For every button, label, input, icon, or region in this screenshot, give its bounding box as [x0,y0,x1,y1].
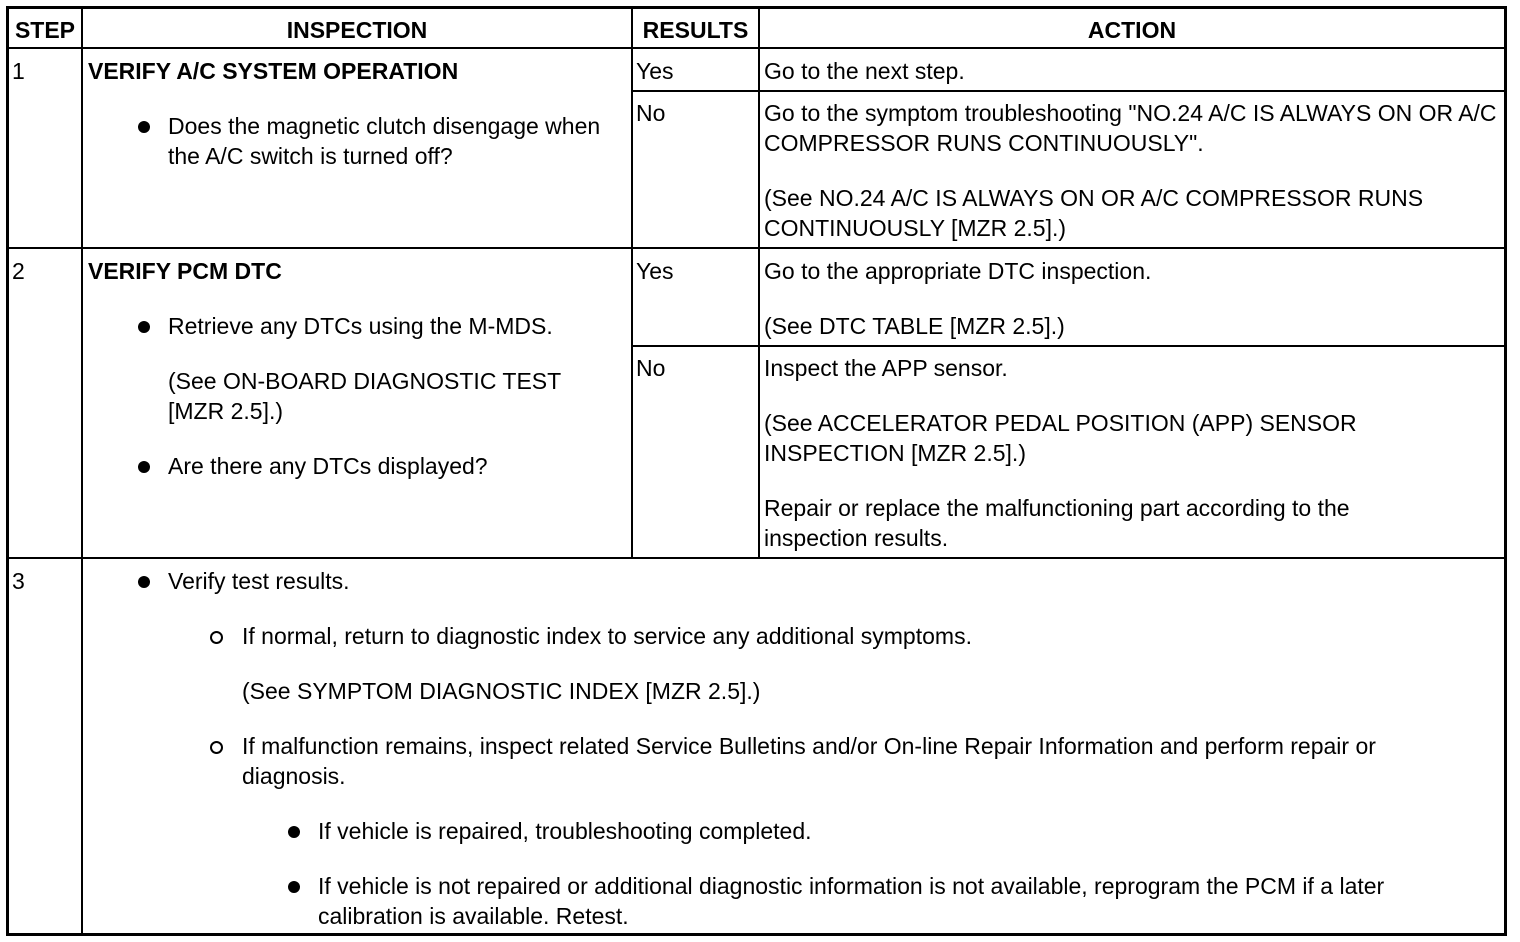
row2-results-divider [631,345,1504,347]
action-text: Inspect the APP sensor. [764,355,1008,381]
header-inspection: INSPECTION [286,17,428,43]
row1-results-divider [631,90,1504,92]
inspection-cell [88,56,628,171]
verification-nested-item: If vehicle is repaired, troubleshooting completed. [88,816,1498,846]
action-cell [764,353,1499,553]
inspection-reference: (See ON-BOARD DIAGNOSTIC TEST [MZR 2.5].) [168,368,561,424]
col-inspection-divider [631,9,633,558]
inspection-bullet: Retrieve any DTCs using the M-MDS. [88,311,628,341]
verification-cell [88,566,1498,931]
inspection-title: VERIFY PCM DTC [88,258,282,284]
inspection-table [6,6,1507,936]
inspection-bullet: Does the magnetic clutch disengage when the A/C switch is turned off? [88,111,628,171]
row2-divider [9,557,1504,559]
step-number: 3 [12,568,25,594]
col-step-divider [81,9,83,933]
result-no: No [636,355,666,381]
header-action: ACTION [1087,17,1177,43]
header-step: STEP [14,17,76,43]
step-number: 1 [12,58,25,84]
action-text: Repair or replace the malfunctioning part according to the inspection results. [764,495,1350,551]
inspection-title: VERIFY A/C SYSTEM OPERATION [88,58,459,84]
action-cell [764,98,1499,243]
verification-sub-item: If malfunction remains, inspect related Service Bulletins and/or On-line Repair Information and perform repair or diagnosis. [88,731,1498,791]
result-yes: Yes [636,258,674,284]
step-number: 2 [12,258,25,284]
inspection-cell [88,256,628,481]
action-text: Go to the symptom troubleshooting "NO.24 A/C IS ALWAYS ON OR A/C COMPRESSOR RUNS CONTINUOUSLY". [764,100,1497,156]
header-results: RESULTS [642,17,749,43]
action-text: Go to the next step. [764,58,965,84]
verification-nested-item: If vehicle is not repaired or additional diagnostic information is not available, reprogram the PCM if a later calibration is available. Retest. [88,871,1498,931]
action-cell [764,56,1499,86]
action-reference: (See NO.24 A/C IS ALWAYS ON OR A/C COMPRESSOR RUNS CONTINUOUSLY [MZR 2.5].) [764,185,1424,241]
verification-reference: (See SYMPTOM DIAGNOSTIC INDEX [MZR 2.5].) [242,678,761,704]
verification-bullet: Verify test results. [88,566,1498,596]
result-yes: Yes [636,58,674,84]
inspection-bullet: Are there any DTCs displayed? [88,451,628,481]
result-no: No [636,100,666,126]
action-reference: (See DTC TABLE [MZR 2.5].) [764,313,1065,339]
action-cell [764,256,1499,341]
action-reference: (See ACCELERATOR PEDAL POSITION (APP) SENSOR INSPECTION [MZR 2.5].) [764,410,1357,466]
row1-divider [9,247,1504,249]
action-text: Go to the appropriate DTC inspection. [764,258,1152,284]
col-results-divider [758,9,760,558]
verification-sub-item: If normal, return to diagnostic index to service any additional symptoms. [88,621,1498,651]
